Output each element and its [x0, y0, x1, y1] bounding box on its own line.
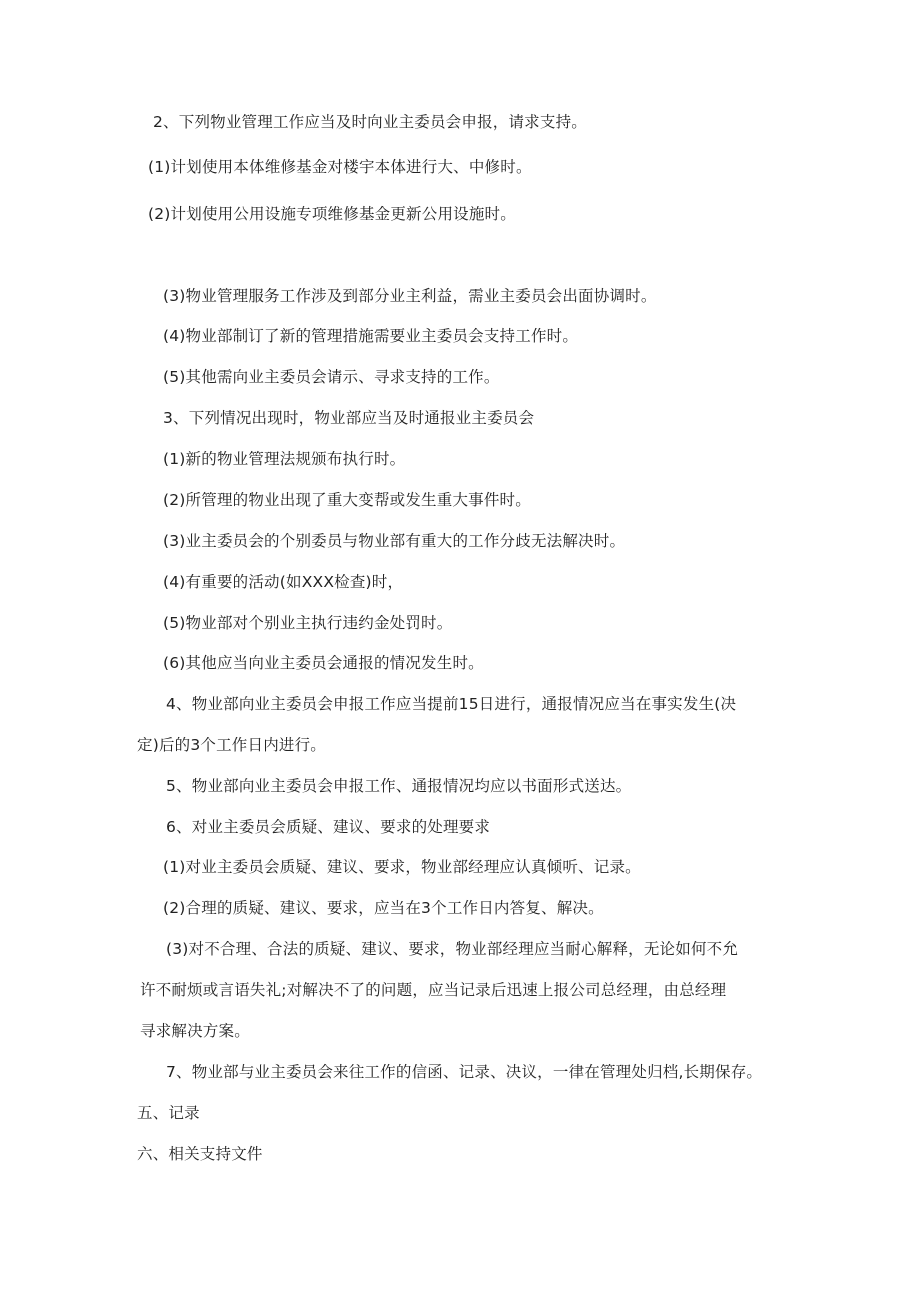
clause-2-item-2: (2)计划使用公用设施专项维修基金更新公用设施时。	[148, 205, 516, 223]
clause-3-heading: 3、下列情况出现时，物业部应当及时通报业主委员会	[163, 409, 535, 427]
clause-4-line-1: 4、物业部向业主委员会申报工作应当提前15日进行，通报情况应当在事实发生(决	[166, 695, 737, 713]
clause-2-item-4: (4)物业部制订了新的管理措施需要业主委员会支持工作时。	[163, 327, 579, 345]
clause-2-item-1: (1)计划使用本体维修基金对楼宇本体进行大、中修时。	[148, 158, 532, 176]
section-5-heading: 五、记录	[137, 1104, 200, 1122]
clause-6-item-3-line-1: (3)对不合理、合法的质疑、建议、要求，物业部经理应当耐心解释，无论如何不允	[166, 940, 739, 958]
clause-6-item-3-line-2: 许不耐烦或言语失礼;对解决不了的问题，应当记录后迅速上报公司总经理，由总经理	[140, 981, 727, 999]
clause-3-item-6: (6)其他应当向业主委员会通报的情况发生时。	[163, 654, 484, 672]
clause-6-item-3-line-3: 寻求解决方案。	[140, 1022, 250, 1040]
section-6-heading: 六、相关支持文件	[137, 1145, 263, 1163]
clause-2-heading: 2、下列物业管理工作应当及时向业主委员会申报，请求支持。	[153, 113, 587, 131]
clause-3-item-5: (5)物业部对个别业主执行违约金处罚时。	[163, 614, 453, 632]
clause-3-item-1: (1)新的物业管理法规颁布执行时。	[163, 450, 406, 468]
clause-3-item-2: (2)所管理的物业出现了重大变帮或发生重大事件时。	[163, 491, 531, 509]
clause-6-heading: 6、对业主委员会质疑、建议、要求的处理要求	[166, 818, 491, 836]
clause-3-item-4: (4)有重要的活动(如XXX检查)时，	[163, 573, 404, 591]
clause-6-item-1: (1)对业主委员会质疑、建议、要求，物业部经理应认真倾听、记录。	[163, 858, 641, 876]
clause-6-item-2: (2)合理的质疑、建议、要求，应当在3个工作日内答复、解决。	[163, 899, 604, 917]
clause-5: 5、物业部向业主委员会申报工作、通报情况均应以书面形式送达。	[166, 777, 632, 795]
clause-4-line-2: 定)后的3个工作日内进行。	[137, 736, 327, 754]
clause-2-item-5: (5)其他需向业主委员会请示、寻求支持的工作。	[163, 368, 500, 386]
clause-2-item-3: (3)物业管理服务工作涉及到部分业主利益，需业主委员会出面协调时。	[163, 287, 657, 305]
clause-7: 7、物业部与业主委员会来往工作的信函、记录、决议，一律在管理处归档,长期保存。	[166, 1063, 763, 1081]
clause-3-item-3: (3)业主委员会的个别委员与物业部有重大的工作分歧无法解决时。	[163, 532, 626, 550]
